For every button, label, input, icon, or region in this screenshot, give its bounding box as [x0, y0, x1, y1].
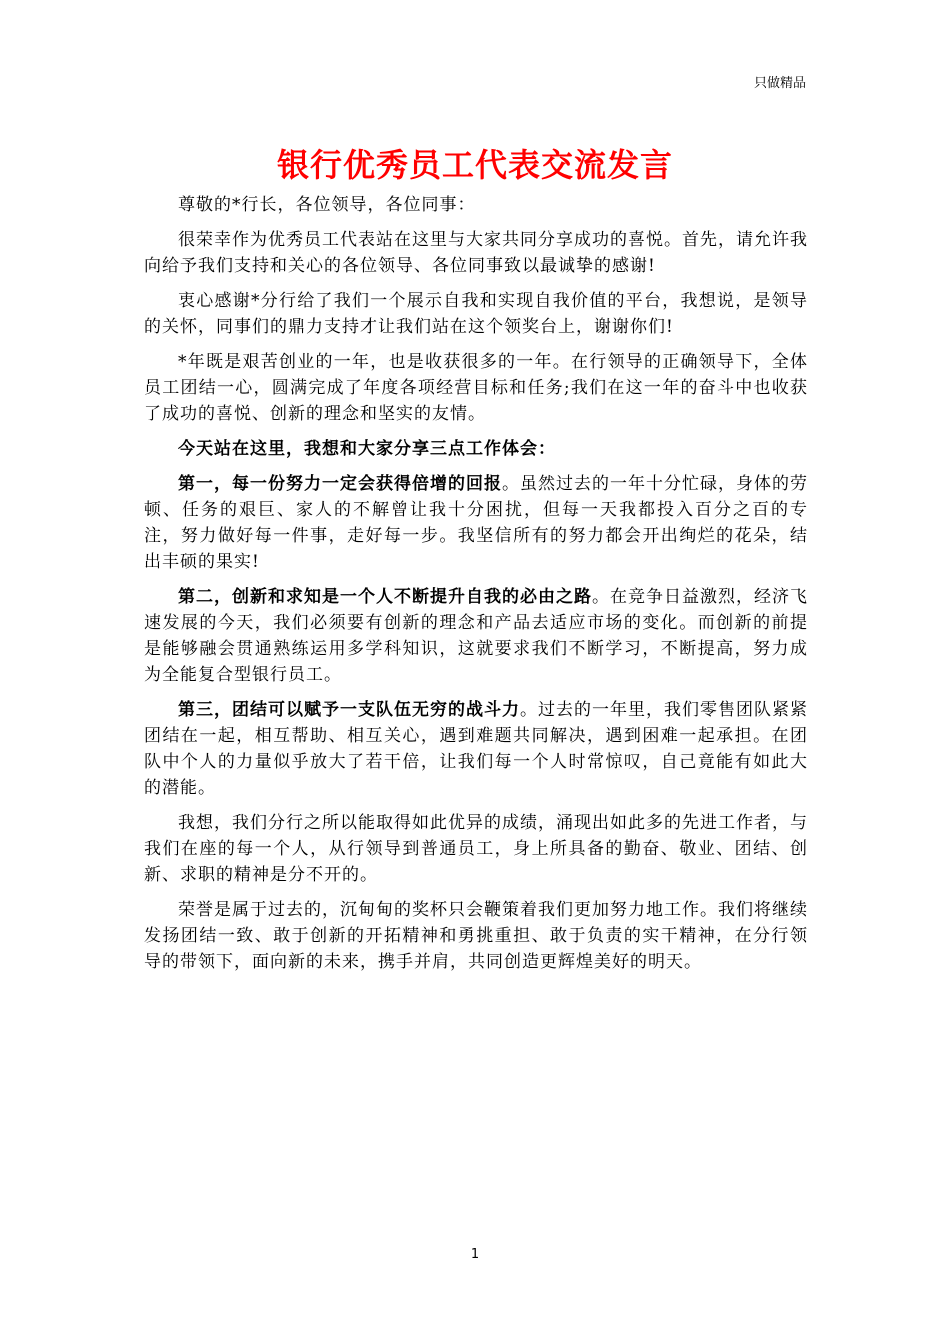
- point-two-heading: 第二，创新和求知是一个人不断提升自我的必由之路: [178, 587, 592, 607]
- point-three-text: 。过去的一年里，我们零售团队紧紧团结在一起，相互帮助、相互关心，遇到难题共同解决，遇到困难一起承担。在团队中个人的力量似乎放大了若干倍，让我们每一个人时常惊叹，自己竟能有如此大的潜能。: [144, 700, 808, 798]
- document-title: 银行优秀员工代表交流发言: [276, 146, 673, 184]
- point-two-text: 。在竞争日益激烈，经济飞速发展的今天，我们必须要有创新的理念和产品去适应市场的变化。而创新的前提是能够融会贯通熟练运用多学科知识，这就要求我们不断学习，不断提高，努力成为全能复合型银行员工。: [144, 587, 808, 685]
- point-three-heading: 第三，团结可以赋予一支队伍无穷的战斗力: [178, 700, 520, 720]
- document-body: [144, 192, 808, 984]
- paragraph-intro-points: [144, 436, 808, 462]
- intro-points-text: 今天站在这里，我想和大家分享三点工作体会：: [178, 439, 556, 459]
- paragraph-point-one: [144, 471, 808, 575]
- paragraph-thanks: 很荣幸作为优秀员工代表站在这里与大家共同分享成功的喜悦。首先，请允许我向给予我们支持和关心的各位领导、各位同事致以最诚挚的感谢!: [144, 230, 808, 276]
- point-one-heading: 第一，每一份努力一定会获得倍增的回报: [178, 474, 502, 494]
- greeting-paragraph: 尊敬的*行长，各位领导，各位同事：: [178, 195, 476, 215]
- paragraph-closing: 荣誉是属于过去的，沉甸甸的奖杯只会鞭策着我们更加努力地工作。我们将继续发扬团结一致、敢于创新的开拓精神和勇挑重担、敢于负责的实干精神，在分行领导的带领下，面向新的未来，携手并肩，共同创造更辉煌美好的明天。: [144, 900, 808, 972]
- paragraph-achievement: 我想，我们分行之所以能取得如此优异的成绩，涌现出如此多的先进工作者，与我们在座的每一个人，从行领导到普通员工，身上所具备的勤奋、敬业、团结、创新、求职的精神是分不开的。: [144, 813, 808, 885]
- page-number: 1: [470, 1247, 480, 1262]
- point-one-text: 。虽然过去的一年十分忙碌，身体的劳顿、任务的艰巨、家人的不解曾让我十分困扰，但每一天我都投入百分之百的专注，努力做好每一件事，走好每一步。我坚信所有的努力都会开出绚烂的花朵，结出丰硕的果实!: [144, 474, 808, 572]
- paragraph-year-review: *年既是艰苦创业的一年，也是收获很多的一年。在行领导的正确领导下，全体员工团结一心，圆满完成了年度各项经营目标和任务;我们在这一年的奋斗中也收获了成功的喜悦、创新的理念和坚实的友情。: [144, 352, 808, 424]
- paragraph-gratitude: 衷心感谢*分行给了我们一个展示自我和实现自我价值的平台，我想说，是领导的关怀，同事们的鼎力支持才让我们站在这个领奖台上，谢谢你们!: [144, 291, 808, 337]
- paragraph-point-three: [144, 697, 808, 801]
- header-label: 只做精品: [753, 76, 806, 91]
- paragraph-point-two: [144, 584, 808, 688]
